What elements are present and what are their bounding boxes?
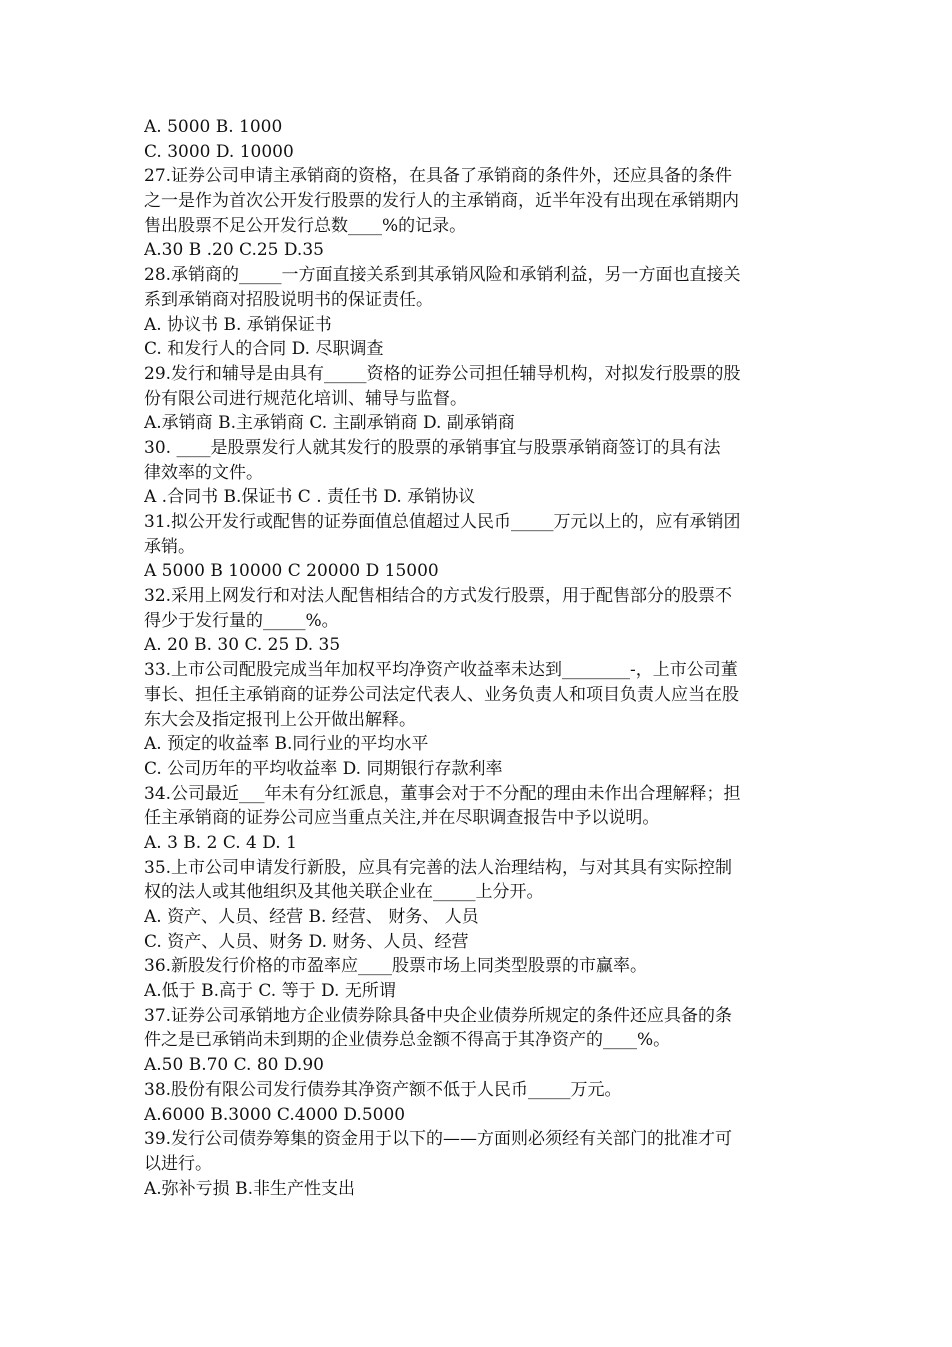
question-39-line: 39.发行公司债券筹集的资金用于以下的——方面则必须经有关部门的批准才可 xyxy=(144,1129,733,1150)
options-line: A 5000 B 10000 C 20000 D 15000 xyxy=(144,561,439,582)
options-line: A.弥补亏损 B.非生产性支出 xyxy=(144,1178,355,1199)
options-line: A. 预定的收益率 B.同行业的平均水平 xyxy=(144,734,429,755)
question-37-line: 37.证券公司承销地方企业债券除具备中央企业债券所规定的条件还应具备的条 xyxy=(144,1005,733,1026)
options-line: A. 资产、人员、经营 B. 经营、 财务、 人员 xyxy=(144,907,479,927)
document-page xyxy=(144,115,812,1201)
text-line: 事长、担任主承销商的证券公司法定代表人、业务负责人和项目负责人应当在股 xyxy=(144,684,739,705)
text-line: 得少于发行量的_____%。 xyxy=(144,610,339,631)
options-line: A.6000 B.3000 C.4000 D.5000 xyxy=(144,1104,406,1125)
text-line: 律效率的文件。 xyxy=(144,462,263,483)
text-line: A. 5000 B. 1000 xyxy=(144,117,283,137)
options-line: A. 20 B. 30 C. 25 D. 35 xyxy=(144,635,341,656)
text-line: 系到承销商对招股说明书的保证责任。 xyxy=(144,289,433,310)
question-36-line: 36.新股发行价格的市盈率应____股票市场上同类型股票的市赢率。 xyxy=(144,956,648,977)
text-line: 份有限公司进行规范化培训、辅导与监督。 xyxy=(144,388,467,409)
question-38-line: 38.股份有限公司发行债券其净资产额不低于人民币_____万元。 xyxy=(144,1079,622,1100)
options-line: C. 资产、人员、财务 D. 财务、人员、经营 xyxy=(144,931,469,952)
question-28-line: 28.承销商的_____一方面直接关系到其承销风险和承销利益，另一方面也直接关 xyxy=(144,265,741,286)
text-line: 权的法人或其他组织及其他关联企业在_____上分开。 xyxy=(144,882,544,903)
text-line: 售出股票不足公开发行总数____%的记录。 xyxy=(144,215,467,236)
options-line: C. 和发行人的合同 D. 尽职调查 xyxy=(144,339,384,360)
text-line: 承销。 xyxy=(144,536,195,557)
question-35-line: 35.上市公司申请发行新股，应具有完善的法人治理结构，与对其具有实际控制 xyxy=(144,857,733,878)
options-line: C. 公司历年的平均收益率 D. 同期银行存款利率 xyxy=(144,758,503,779)
text-line: C. 3000 D. 10000 xyxy=(144,141,294,162)
question-34-line: 34.公司最近___年未有分红派息，董事会对于不分配的理由未作出合理解释；担 xyxy=(144,783,741,804)
options-line: A.30 B .20 C.25 D.35 xyxy=(144,240,324,261)
question-33-line: 33.上市公司配股完成当年加权平均净资产收益率未达到________-，上市公司董 xyxy=(144,660,738,681)
options-line: A. 3 B. 2 C. 4 D. 1 xyxy=(144,832,297,853)
text-line: 东大会及指定报刊上公开做出解释。 xyxy=(144,709,416,730)
text-line: 之一是作为首次公开发行股票的发行人的主承销商，近半年没有出现在承销期内 xyxy=(144,191,739,212)
question-30-line: 30. ____是股票发行人就其发行的股票的承销事宜与股票承销商签订的具有法 xyxy=(144,437,721,458)
question-32-line: 32.采用上网发行和对法人配售相结合的方式发行股票，用于配售部分的股票不 xyxy=(144,586,733,607)
question-31-line: 31.拟公开发行或配售的证券面值总值超过人民币_____万元以上的，应有承销团 xyxy=(144,512,741,532)
question-29-line: 29.发行和辅导是由具有_____资格的证券公司担任辅导机构，对拟发行股票的股 xyxy=(144,363,741,384)
text-line: 任主承销商的证券公司应当重点关注,并在尽职调查报告中予以说明。 xyxy=(144,808,660,829)
options-line: A.50 B.70 C. 80 D.90 xyxy=(144,1055,324,1076)
options-line: A .合同书 B.保证书 C . 责任书 D. 承销协议 xyxy=(144,487,476,508)
question-27-line: 27.证券公司申请主承销商的资格，在具备了承销商的条件外，还应具备的条件 xyxy=(144,166,733,187)
options-line: A. 协议书 B. 承销保证书 xyxy=(144,314,332,335)
options-line: A.承销商 B.主承销商 C. 主副承销商 D. 副承销商 xyxy=(144,413,515,434)
text-line: 件之是已承销尚未到期的企业债券总金额不得高于其净资产的____%。 xyxy=(144,1030,671,1051)
options-line: A.低于 B.高于 C. 等于 D. 无所谓 xyxy=(144,981,396,1002)
text-line: 以进行。 xyxy=(144,1153,212,1174)
